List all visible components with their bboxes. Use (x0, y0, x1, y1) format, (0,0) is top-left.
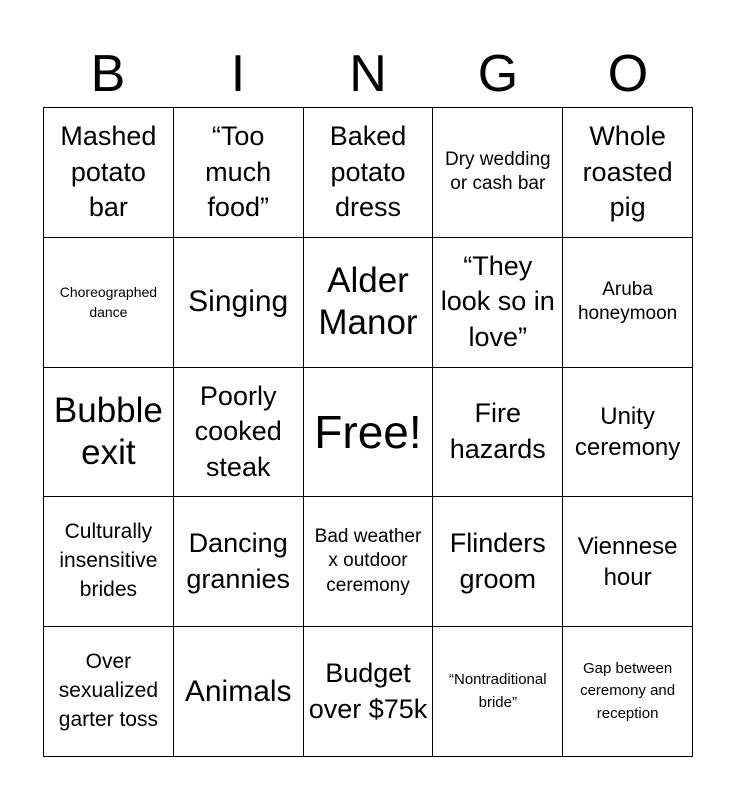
bingo-cell-r1-c5[interactable] (563, 108, 693, 238)
cell-text: Alder Manor (318, 261, 418, 343)
header-letter-i: I (230, 45, 246, 103)
cell-text: Dry wedding or cash bar (444, 148, 551, 195)
bingo-cell-r2-c4[interactable] (433, 238, 563, 368)
header-letter-n: N (349, 45, 387, 103)
bingo-cell-r1-c2[interactable] (174, 108, 304, 238)
cell-text: Viennese hour (577, 532, 678, 591)
cell-text: Unity ceremony (574, 402, 681, 461)
cell-text: Aruba honeymoon (577, 278, 678, 325)
bingo-cell-r5-c1[interactable] (44, 627, 174, 757)
bingo-header (43, 40, 693, 108)
cell-text: Fire hazards (449, 398, 546, 464)
bingo-cell-r2-c5[interactable] (563, 238, 693, 368)
cell-text: “Too much food” (205, 120, 272, 223)
bingo-cell-r1-c4[interactable] (433, 108, 563, 238)
bingo-cell-r3-c4[interactable] (433, 368, 563, 498)
cell-text: Singing (188, 285, 289, 319)
header-letter-g: G (477, 45, 519, 103)
bingo-cell-r4-c1[interactable] (44, 497, 174, 627)
bingo-cell-r2-c2[interactable] (174, 238, 304, 368)
bingo-cell-r5-c5[interactable] (563, 627, 693, 757)
cell-text: Gap between ceremony and reception (580, 659, 676, 722)
cell-text: Bad weather x outdoor ceremony (314, 525, 422, 597)
cell-text: Over sexualized garter toss (58, 650, 159, 732)
cell-text: “Nontraditional bride” (449, 671, 547, 711)
bingo-cell-r2-c3[interactable] (304, 238, 434, 368)
bingo-cell-r4-c2[interactable] (174, 497, 304, 627)
bingo-cell-r4-c3[interactable] (304, 497, 434, 627)
bingo-board (43, 107, 693, 757)
bingo-cell-r2-c1[interactable] (44, 238, 174, 368)
cell-text: Choreographed dance (59, 283, 158, 321)
cell-text: Dancing grannies (186, 528, 290, 594)
bingo-cell-r5-c3[interactable] (304, 627, 434, 757)
cell-text: Culturally insensitive brides (59, 520, 158, 602)
cell-text: Flinders groom (449, 528, 546, 594)
cell-text: Whole roasted pig (582, 120, 673, 223)
header-letter-o: O (607, 45, 649, 103)
bingo-cell-r1-c3[interactable] (304, 108, 434, 238)
bingo-cell-r3-c2[interactable] (174, 368, 304, 498)
cell-text: Bubble exit (53, 390, 163, 472)
cell-text: Baked potato dress (329, 120, 407, 223)
cell-text: Animals (184, 674, 292, 708)
bingo-cell-r1-c1[interactable] (44, 108, 174, 238)
cell-text: Mashed potato bar (60, 120, 157, 223)
bingo-cell-r5-c4[interactable] (433, 627, 563, 757)
bingo-cell-r4-c5[interactable] (563, 497, 693, 627)
bingo-cell-r5-c2[interactable] (174, 627, 304, 757)
bingo-cell-r4-c4[interactable] (433, 497, 563, 627)
cell-text: Budget over $75k (308, 657, 428, 724)
header-letter-b: B (90, 45, 126, 103)
bingo-cell-r3-c5[interactable] (563, 368, 693, 498)
cell-text: Poorly cooked steak (194, 380, 282, 482)
bingo-cell-free[interactable] (304, 368, 434, 498)
cell-text: “They look so in love” (440, 250, 555, 352)
cell-text: Free! (314, 405, 422, 458)
bingo-cell-r3-c1[interactable] (44, 368, 174, 498)
